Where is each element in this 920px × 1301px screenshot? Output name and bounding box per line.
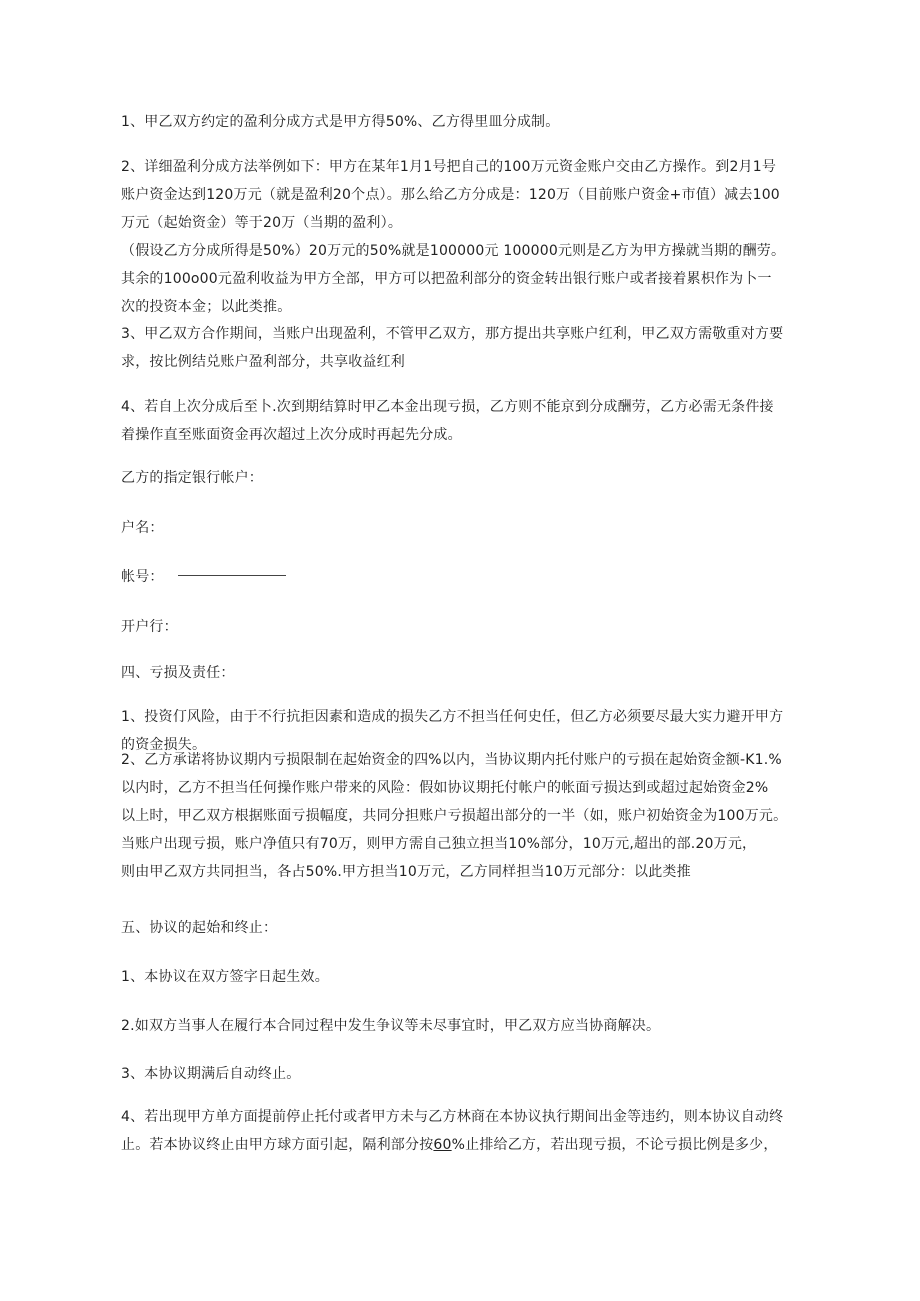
section-5-title: 五、协议的起始和终止： bbox=[121, 920, 278, 936]
section-4-title: 四、亏损及责任： bbox=[121, 665, 235, 681]
term-clause-1: 1、本协议在双方签字日起生效。 bbox=[121, 969, 329, 985]
account-number-label: 帐号： bbox=[121, 569, 164, 585]
account-number-blank bbox=[178, 575, 286, 576]
term-clause-3: 3、本协议期满后自动终止。 bbox=[121, 1066, 301, 1082]
profit-share-clause-2: 2、详细盈利分成方法举例如下：甲方在某年1月1号把自己的100万元资金账户交由乙方操作。到2月1号 账户资金达到120万元（就是盈利20个点）。那么给乙方分成是：120万（目前账户资金+市值）减去100 万元（起始资金）等于20万（当期的盈利）。 （假设乙方分成所得是50%）20万元的50%就是100000元 100000元则是乙方为甲方操就当期的酬劳。 其余的100o00元盈利收益为甲方全部，甲方可以把盈利部分的资金转出银行账户或者接着累枳作为卜一 次的投资本金；以此类推。 bbox=[121, 159, 786, 315]
account-name-row: 户名： bbox=[121, 520, 164, 536]
loss-clause-1: 1、投资仃风险，由于不行抗拒因素和造成的损失乙方不担当任何史任，但乙方必须要尽最大实力避开甲方 的资金损失。 bbox=[121, 709, 784, 753]
term-clause-4: 4、若出现甲方单方面提前停止托付或者甲方未与乙方林商在本协议执行期间出金等违约，则本协议自动终 止。若本协议终止由甲方球方面引起，隔利部分按60%止排给乙方，若出现亏损，不论亏损比例是多少， bbox=[121, 1109, 784, 1153]
profit-share-clause-4: 4、若自上次分成后至卜.次到期结算时甲乙本金出现亏损，乙方则不能京到分成酬劳，乙方必需无条件接 着操作直至账面资金再次超过上次分成时再起先分成。 bbox=[121, 399, 774, 443]
profit-share-clause-3: 3、甲乙双方合作期间，当账户出现盈利，不管甲乙双方，那方提出共享账户红利，甲乙双方需敬重对方要 求，按比例结兑账户盈利部分，共享收益红利 bbox=[121, 326, 784, 370]
profit-share-clause-1: 1、甲乙双方约定的盈利分成方式是甲方得50%、乙方得里皿分成制。 bbox=[121, 114, 560, 130]
underlined-percentage: 60 bbox=[433, 1137, 452, 1153]
loss-clause-2: 2、乙方承诺将协议期内亏损限制在起始资金的四%以内，当协议期内托付账户的亏损在起始资金额-K1.% 以内时，乙方不担当任何操作账户带来的风险：假如协议期托付帐户的帐面亏损达到或超过起始资金2% 以上时，甲乙双方根据账面亏损幅度，共同分担账户亏损超出部分的一半（如，账户初始资金为100万元。 当账户出现亏损，账户净值只有70万，则甲方需自己独立担当10%部分，10万元,超出的部.20万元， 则由甲乙双方共同担当，各占50%.甲方担当10万元，乙方同样担当10万元部分：以此类推 bbox=[121, 752, 788, 880]
bank-branch-row: 开户行： bbox=[121, 619, 178, 635]
bank-account-title: 乙方的指定银行帐户： bbox=[121, 470, 263, 486]
account-number-row bbox=[121, 563, 821, 591]
term-clause-2: 2.如双方当事人在履行本合同过程中发生争议等未尽事宜时，甲乙双方应当协商解决。 bbox=[121, 1018, 661, 1034]
